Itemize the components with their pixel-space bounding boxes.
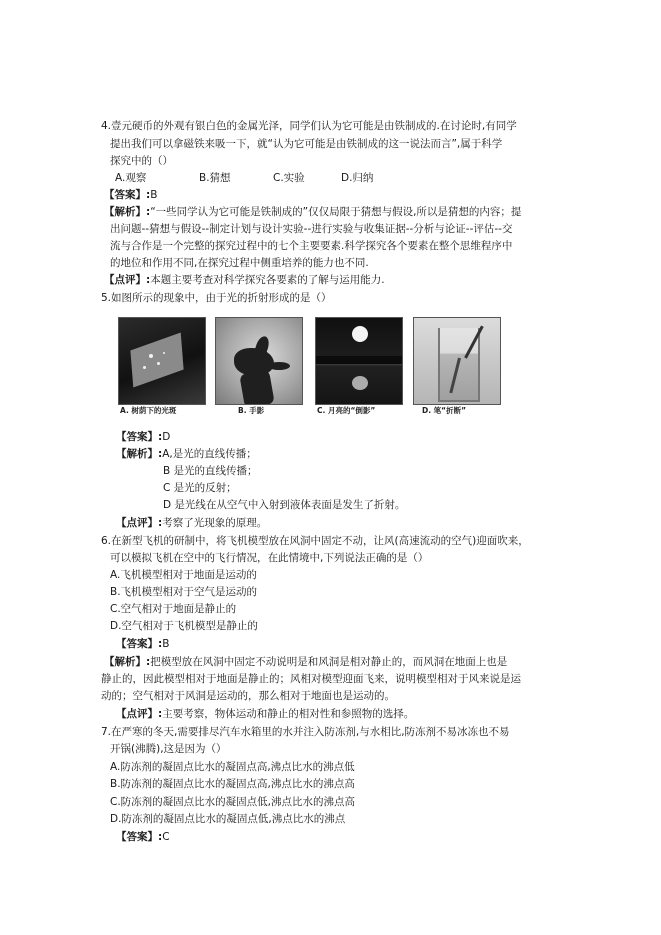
- analysis-tag: 【解析】:: [116, 448, 163, 460]
- caption-b: B. 手影: [238, 406, 265, 415]
- photo-light-spots: [118, 317, 206, 405]
- comment-text: 本题主要考查对科学探究各要素的了解与运用能力.: [150, 274, 385, 286]
- answer-value: D: [162, 431, 171, 443]
- q6-stem-line-1: 6.在新型飞机的研制中，将飞机模型放在风洞中固定不动，让风(高速流动的空气)迎面吹来，: [101, 535, 529, 547]
- answer-tag: 【答案】:: [116, 831, 163, 843]
- q4-stem-line-2: 提出我们可以拿磁铁来吸一下，就“认为它可能是由铁制成的这一说法而言”,属于科学: [110, 138, 503, 150]
- q4-analysis-line-2: 出问题--猜想与假设--制定计划与设计实验--进行实验与收集证据--分析与论证--评估--交: [110, 223, 513, 235]
- q4-options: [115, 171, 373, 185]
- q6-analysis-line-2: 静止的，因此模型相对于地面是静止的；风相对模型迎面飞来，说明模型相对于风来说是运: [101, 673, 521, 685]
- q6-analysis-line-3: 动的；空气相对于风洞是运动的，那么相对于地面也是运动的。: [101, 690, 395, 702]
- q4-option-b: B.猜想: [199, 172, 231, 184]
- answer-tag: 【答案】:: [116, 638, 163, 650]
- q7-option-d: D.防冻剂的凝固点比水的凝固点低,沸点比水的沸点: [110, 813, 346, 825]
- caption-c: C. 月亮的“倒影”: [317, 406, 376, 415]
- analysis-text: “一些同学认为它可能是铁制成的”仅仅局限于猜想与假设,所以是猜想的内容；提: [150, 206, 522, 218]
- comment-text: 考察了光现象的原理。: [162, 517, 268, 529]
- q4-answer: [104, 188, 157, 202]
- comment-tag: 【点评】:: [104, 274, 151, 286]
- comment-text: 主要考察，物体运动和静止的相对性和参照物的选择。: [162, 708, 415, 720]
- q4-option-a: A.观察: [115, 172, 147, 184]
- photo-pencil-in-glass: [413, 317, 501, 405]
- q4-option-c: C.实验: [273, 172, 305, 184]
- answer-tag: 【答案】:: [116, 431, 163, 443]
- q6-comment: [116, 707, 414, 721]
- answer-value: C: [162, 831, 170, 843]
- answer-value: B: [150, 189, 158, 201]
- analysis-text: 把模型放在风洞中固定不动说明是和风洞是相对静止的，而风洞在地面上也是: [150, 656, 508, 668]
- comment-tag: 【点评】:: [116, 708, 163, 720]
- answer-tag: 【答案】:: [104, 189, 151, 201]
- q7-option-c: C.防冻剂的凝固点比水的凝固点低,沸点比水的沸点高: [110, 796, 356, 808]
- analysis-tag: 【解析】:: [104, 206, 151, 218]
- q4-stem-line-3: 探究中的（）: [110, 155, 173, 167]
- q7-answer: [116, 830, 170, 844]
- q5-analysis-line-2: B 是光的直线传播；: [163, 465, 258, 477]
- q5-comment: [116, 516, 267, 530]
- q6-option-d: D.空气相对于飞机模型是静止的: [110, 620, 258, 632]
- q6-stem-line-2: 可以模拟飞机在空中的飞行情况，在此情境中,下列说法正确的是（）: [110, 552, 429, 564]
- comment-tag: 【点评】:: [116, 517, 163, 529]
- q4-option-d: D.归纳: [341, 172, 374, 184]
- caption-a: A. 树荫下的光斑: [120, 406, 177, 415]
- caption-d: D. 笔“折断”: [422, 406, 467, 415]
- q4-stem-line-1: 4.壹元硬币的外观有银白色的金属光泽，同学们认为它可能是由铁制成的.在讨论时,有同学: [101, 120, 517, 132]
- photo-hand-shadow: [215, 317, 303, 405]
- q6-option-c: C.空气相对于地面是静止的: [110, 603, 237, 615]
- q5-stem: 5.如图所示的现象中，由于光的折射形成的是（）: [101, 292, 332, 304]
- q6-analysis-line-1: [104, 655, 507, 669]
- q7-stem-line-1: 7.在严寒的冬天,需要排尽汽车水箱里的水并注入防冻剂,与水相比,防冻剂不易冰冻也不易: [101, 726, 510, 738]
- q4-comment: [104, 273, 385, 287]
- photo-moon-reflection: [315, 317, 403, 405]
- q4-analysis-line-1: [104, 205, 521, 219]
- q7-stem-line-2: 开锅(沸腾),这是因为（）: [110, 743, 227, 755]
- q5-answer: [116, 430, 170, 444]
- q6-option-a: A.飞机模型相对于地面是运动的: [110, 569, 257, 581]
- analysis-text: A,是光的直线传播；: [162, 448, 257, 460]
- q4-analysis-line-3: 流与合作是一个完整的探究过程中的七个主要要素.科学探究各个要素在整个思维程序中: [110, 240, 513, 252]
- q5-analysis-line-4: D 是光线在从空气中入射到液体表面是发生了折射。: [163, 499, 406, 511]
- q5-analysis-line-1: [116, 447, 257, 461]
- q6-answer: [116, 637, 169, 651]
- q5-analysis-line-3: C 是光的反射；: [163, 482, 237, 494]
- q4-analysis-line-4: 的地位和作用不同,在探究过程中侧重培养的能力也不同.: [110, 257, 369, 269]
- q6-option-b: B.飞机模型相对于空气是运动的: [110, 586, 258, 598]
- analysis-tag: 【解析】:: [104, 656, 151, 668]
- q7-option-b: B.防冻剂的凝固点比水的凝固点高,沸点比水的沸点高: [110, 778, 355, 790]
- q7-option-a: A.防冻剂的凝固点比水的凝固点高,沸点比水的沸点低: [110, 761, 355, 773]
- answer-value: B: [162, 638, 170, 650]
